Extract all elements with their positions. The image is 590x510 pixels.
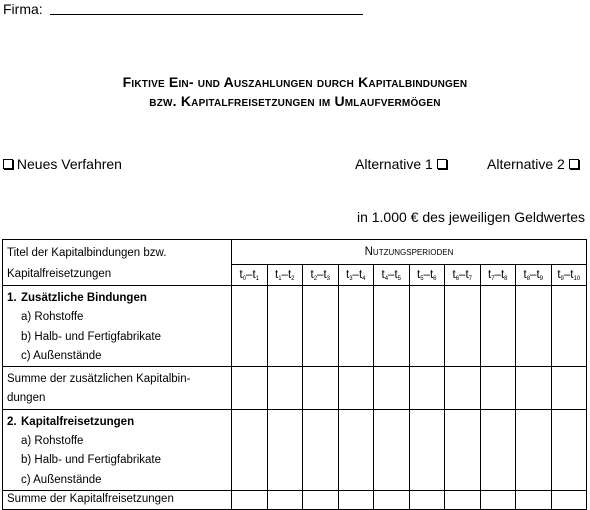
period-5-bs: 6 <box>433 275 437 282</box>
option-alternative-1-label: Alternative 1 <box>355 156 433 172</box>
header-title-line1: Titel der Kapitalbindungen bzw. <box>7 247 167 259</box>
period-5-b: t <box>429 268 434 281</box>
section1-period-7-cell[interactable] <box>480 286 516 367</box>
section1-cell <box>3 286 232 367</box>
section1-item-fabrikate: b) Halb- und Fertigfabrikate <box>21 330 161 343</box>
section2-period-3-cell[interactable] <box>338 409 374 490</box>
section1-title: Zusätzliche Bindungen <box>21 292 147 304</box>
period-4-bs: 5 <box>397 275 401 282</box>
period-3-as: 3 <box>349 275 353 282</box>
section2-period-8-cell[interactable] <box>516 409 552 490</box>
section1-period-8-cell[interactable] <box>516 286 552 367</box>
section1-item-aussenstaende: c) Außenstände <box>21 349 102 362</box>
period-header-5 <box>409 265 445 286</box>
period-9-bs: 10 <box>573 275 581 282</box>
sum2-period-5-cell[interactable] <box>409 490 445 509</box>
period-3-bs: 4 <box>362 275 366 282</box>
header-nutzungsperioden: Nutzungsperioden <box>232 240 587 265</box>
sum1-period-9-cell[interactable] <box>551 367 587 410</box>
checkbox-neues-verfahren[interactable] <box>3 159 13 169</box>
section2-heading <box>7 413 231 432</box>
period-1-as: 1 <box>278 275 282 282</box>
section2-period-6-cell[interactable] <box>445 409 481 490</box>
period-2-bs: 3 <box>326 275 330 282</box>
period-header-2 <box>303 265 339 286</box>
firma-label: Firma: <box>3 1 43 17</box>
form-title-line1: Fiktive Ein- und Auszahlungen durch Kapitalbindungen <box>122 74 468 90</box>
sum2-period-4-cell[interactable] <box>374 490 410 509</box>
sum2-period-9-cell[interactable] <box>551 490 587 509</box>
period-5-a: t <box>417 268 421 281</box>
section1-period-1-cell[interactable] <box>267 286 303 367</box>
period-header-6 <box>445 265 481 286</box>
period-3-b: t <box>358 268 363 281</box>
section1-heading <box>7 289 231 308</box>
section2-item-fabrikate: b) Halb- und Fertigfabrikate <box>21 454 161 467</box>
sum2-period-0-cell[interactable] <box>232 490 268 509</box>
section1-period-9-cell[interactable] <box>551 286 587 367</box>
section1-period-5-cell[interactable] <box>409 286 445 367</box>
section2-period-7-cell[interactable] <box>480 409 516 490</box>
period-9-dash: – <box>563 268 571 281</box>
period-8-a: t <box>523 268 527 281</box>
period-6-as: 6 <box>455 275 460 282</box>
option-alternative-2-label: Alternative 2 <box>487 156 565 172</box>
sum1-period-2-cell[interactable] <box>303 367 339 410</box>
sum2-period-7-cell[interactable] <box>480 490 516 509</box>
sum1-period-3-cell[interactable] <box>338 367 374 410</box>
sum1-period-4-cell[interactable] <box>374 367 410 410</box>
section2-period-1-cell[interactable] <box>267 409 303 490</box>
period-6-bs: 7 <box>468 275 472 282</box>
sum1-period-6-cell[interactable] <box>445 367 481 410</box>
sum1-cell <box>3 367 232 410</box>
period-0-b: t <box>252 268 256 281</box>
sum1-period-0-cell[interactable] <box>232 367 268 410</box>
section1-period-6-cell[interactable] <box>445 286 481 367</box>
section1-item-rohstoffe: a) Rohstoffe <box>21 311 84 324</box>
header-title-cell <box>3 240 232 286</box>
period-7-as: 7 <box>491 275 495 282</box>
section2-period-0-cell[interactable] <box>232 409 268 490</box>
section1-period-2-cell[interactable] <box>303 286 339 367</box>
period-4-a: t <box>381 268 385 281</box>
firma-input-line[interactable] <box>50 14 363 15</box>
section2-item-rohstoffe: a) Rohstoffe <box>21 435 84 448</box>
period-0-as: 0 <box>242 275 247 282</box>
period-2-as: 2 <box>313 275 318 282</box>
option-neues-verfahren[interactable] <box>3 156 122 172</box>
section2-period-4-cell[interactable] <box>374 409 410 490</box>
period-8-b: t <box>536 268 540 281</box>
sum1-period-5-cell[interactable] <box>409 367 445 410</box>
period-1-b: t <box>287 268 292 281</box>
option-alternative-2[interactable] <box>487 156 579 172</box>
section1-number: 1. <box>7 292 17 304</box>
sum1-period-1-cell[interactable] <box>267 367 303 410</box>
period-5-as: 5 <box>420 275 424 282</box>
section2-period-9-cell[interactable] <box>551 409 587 490</box>
section2-item-aussenstaende: c) Außenstände <box>21 473 102 486</box>
unit-note: in 1.000 € des jeweiligen Geldwertes <box>356 209 585 225</box>
period-header-0 <box>232 265 268 286</box>
period-9-a: t <box>557 268 561 281</box>
kapital-table <box>2 239 587 510</box>
period-header-4 <box>374 265 410 286</box>
section2-title: Kapitalfreisetzungen <box>21 415 135 428</box>
period-7-dash: – <box>494 268 501 281</box>
sum2-period-3-cell[interactable] <box>338 490 374 509</box>
period-1-bs: 2 <box>291 275 295 282</box>
period-8-bs: 9 <box>539 275 543 282</box>
period-0-dash: – <box>246 268 253 281</box>
period-3-dash: – <box>352 268 359 281</box>
section2-number: 2. <box>7 415 17 428</box>
period-4-as: 4 <box>384 275 389 282</box>
period-6-b: t <box>465 268 469 281</box>
period-4-dash: – <box>388 268 395 281</box>
period-1-a: t <box>275 268 279 281</box>
form-title-line2: bzw. Kapitalfreisetzungen im Umlaufvermögen <box>149 93 441 109</box>
checkbox-alternative-2[interactable] <box>569 159 579 169</box>
period-6-a: t <box>452 268 456 281</box>
section1-period-4-cell[interactable] <box>374 286 410 367</box>
period-header-3 <box>338 265 374 286</box>
period-9-as: 9 <box>560 275 564 282</box>
period-2-dash: – <box>317 268 324 281</box>
period-6-dash: – <box>459 268 466 281</box>
sum1-line2: dungen <box>7 392 46 405</box>
checkbox-alternative-1[interactable] <box>437 159 447 169</box>
section1-period-3-cell[interactable] <box>338 286 374 367</box>
period-8-as: 8 <box>526 275 531 282</box>
period-0-bs: 1 <box>255 275 259 282</box>
period-0-a: t <box>239 268 243 281</box>
period-2-b: t <box>323 268 327 281</box>
sum1-line1: Summe der zusätzlichen Kapitalbin- <box>7 373 191 386</box>
period-7-bs: 8 <box>504 275 508 282</box>
section2-period-2-cell[interactable] <box>303 409 339 490</box>
sum2-period-8-cell[interactable] <box>516 490 552 509</box>
period-7-a: t <box>488 268 492 281</box>
period-header-1 <box>267 265 303 286</box>
section2-cell <box>3 409 232 490</box>
sum1-period-7-cell[interactable] <box>480 367 516 410</box>
period-1-dash: – <box>281 268 288 281</box>
period-2-a: t <box>310 268 314 281</box>
header-title-line2: Kapitalfreisetzungen <box>7 268 112 280</box>
period-4-b: t <box>394 268 398 281</box>
period-7-b: t <box>500 268 505 281</box>
section2-period-5-cell[interactable] <box>409 409 445 490</box>
section1-period-0-cell[interactable] <box>232 286 268 367</box>
period-header-8 <box>516 265 552 286</box>
option-alternative-1[interactable] <box>355 156 447 172</box>
sum2-cell: Summe der Kapitalfreisetzungen <box>3 490 232 509</box>
sum2-period-2-cell[interactable] <box>303 490 339 509</box>
period-header-9 <box>551 265 587 286</box>
option-neues-verfahren-label: Neues Verfahren <box>16 156 122 172</box>
period-9-b: t <box>570 268 574 281</box>
period-8-dash: – <box>530 268 537 281</box>
sum1-period-8-cell[interactable] <box>516 367 552 410</box>
period-header-7 <box>480 265 516 286</box>
sum2-period-6-cell[interactable] <box>445 490 481 509</box>
period-3-a: t <box>346 268 350 281</box>
sum2-period-1-cell[interactable] <box>267 490 303 509</box>
period-5-dash: – <box>423 268 430 281</box>
